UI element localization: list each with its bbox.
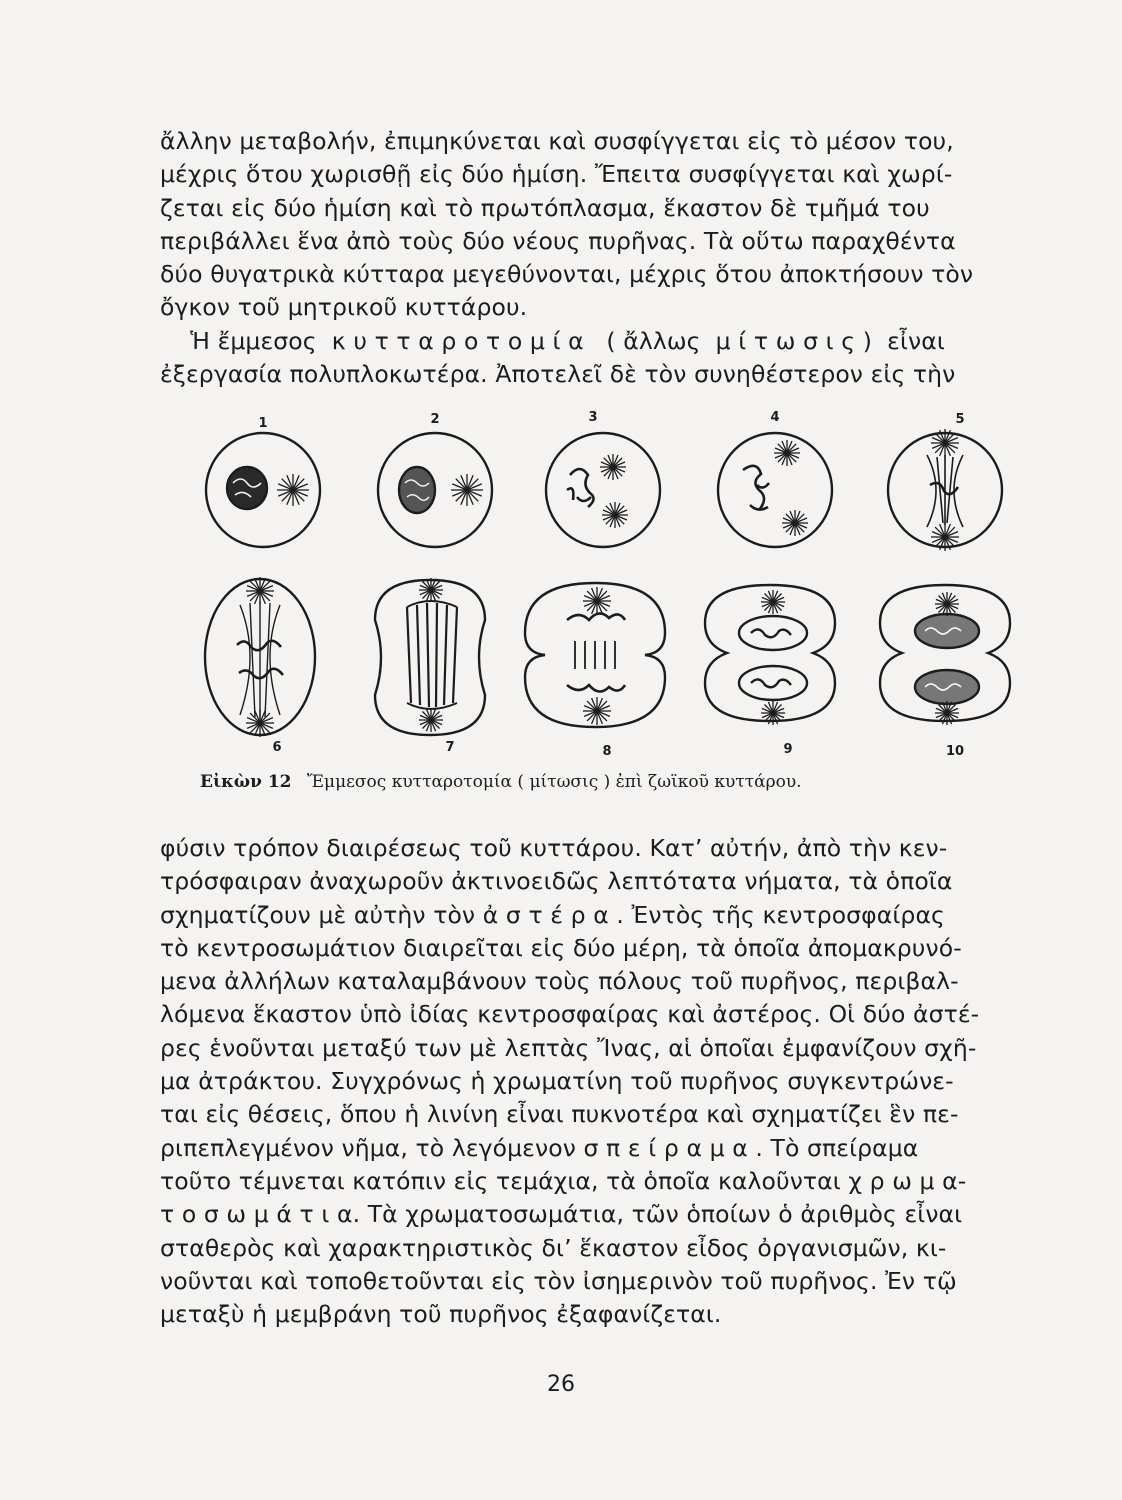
stage-number: 9 — [783, 742, 793, 757]
paragraph-top — [160, 125, 1080, 391]
text-line: τ ο σ ω μ ά τ ι α. Τὰ χρωματοσωμάτια, τῶν ὁποίων ὁ ἀριθμὸς εἶναι — [160, 1200, 963, 1229]
text-line: μενα ἀλλήλων καταλαμβάνουν τοὺς πόλους τοῦ πυρῆνος, περιβαλ- — [160, 967, 959, 996]
aster-icon — [761, 590, 785, 614]
stage-7-cell — [375, 580, 485, 735]
text-line: σχηματίζουν μὲ αὐτὴν τὸν ἀ σ τ έ ρ α . Ἐντὸς τῆς κεντροσφαίρας — [160, 900, 945, 929]
text-line: Ἡ ἔμμεσος κ υ τ τ α ρ ο τ ο μ ί α ( ἄλλως μ ί τ ω σ ι ς ) εἶναι — [160, 326, 945, 355]
aster-icon — [935, 701, 959, 725]
paragraph-bottom — [160, 832, 1080, 1331]
aster-icon — [419, 578, 443, 602]
text-line: ἐξεργασία πολυπλοκωτέρα. Ἀποτελεῖ δὲ τὸν συνηθέστερον εἰς τὴν — [160, 360, 956, 389]
stage-number: 2 — [430, 412, 440, 427]
page-number: 26 — [547, 1372, 575, 1397]
aster-icon — [774, 440, 800, 466]
text-line: ται εἰς θέσεις, ὅπου ἡ λινίνη εἶναι πυκνοτέρα καὶ σχηματίζει ἓν πε- — [160, 1100, 959, 1129]
text-line: περιβάλλει ἕνα ἀπὸ τοὺς δύο νέους πυρῆνας. Τὰ οὕτω παραχθέντα — [160, 226, 956, 255]
aster-icon — [277, 474, 309, 506]
stage-3-cell — [546, 433, 660, 547]
aster-icon — [451, 474, 483, 506]
text-line: μέχρις ὅτου χωρισθῇ εἰς δύο ἡμίση. Ἔπειτα συσφίγγεται καὶ χωρί- — [160, 160, 953, 189]
text-line: ρες ἑνοῦνται μεταξύ των μὲ λεπτὰς Ἴνας, αἱ ὁποῖαι ἐμφανίζουν σχῆ- — [160, 1033, 977, 1062]
text-line: τὸ κεντροσωμάτιον διαιρεῖται εἰς δύο μέρη, τὰ ὁποῖα ἀπομακρυνό- — [160, 933, 962, 962]
stage-number: 10 — [945, 744, 965, 759]
aster-icon — [583, 697, 611, 725]
figure-caption — [200, 772, 1060, 792]
text-line: ζεται εἰς δύο ἡμίση καὶ τὸ πρωτόπλασμα, ἕκαστον δὲ τμῆμά του — [160, 193, 930, 222]
stage-number: 8 — [602, 744, 612, 759]
text-line: μεταξὺ ἡ μεμβράνη τοῦ πυρῆνος ἐξαφανίζεται. — [160, 1300, 722, 1329]
text-line: λόμενα ἕκαστον ὑπὸ ἰδίας κεντροσφαίρας καὶ ἀστέρος. Οἱ δύο ἀστέ- — [160, 1000, 980, 1029]
aster-icon — [602, 502, 628, 528]
mitosis-illustration — [195, 405, 1055, 765]
stage-number: 6 — [272, 740, 282, 755]
text-line: νοῦνται καὶ τοποθετοῦνται εἰς τὸν ἰσημερινὸν τοῦ πυρῆνος. Ἐν τῷ — [160, 1266, 957, 1295]
aster-icon — [931, 429, 959, 457]
stage-4-cell — [718, 433, 832, 547]
aster-icon — [931, 523, 959, 551]
text-line: ριπεπλεγμένον νῆμα, τὸ λεγόμενον σ π ε ί ρ α μ α . Τὸ σπείραμα — [160, 1133, 919, 1162]
stage-number: 1 — [258, 416, 268, 431]
text-line: ὄγκον τοῦ μητρικοῦ κυττάρου. — [160, 293, 528, 322]
aster-icon — [761, 701, 785, 725]
aster-icon — [246, 709, 274, 737]
text-line: τρόσφαιραν ἀναχωροῦν ἀκτινοειδῶς λεπτότατα νήματα, τὰ ὁποῖα — [160, 867, 953, 896]
mitosis-figure — [195, 405, 1055, 765]
stage-number: 5 — [955, 412, 965, 427]
aster-icon — [600, 454, 626, 480]
aster-icon — [246, 577, 274, 605]
stage-number: 7 — [445, 740, 455, 755]
text-line: δύο θυγατρικὰ κύτταρα μεγεθύνονται, μέχρις ὅτου ἀποκτήσουν τὸν — [160, 260, 974, 289]
text-line: ἄλλην μεταβολήν, ἐπιμηκύνεται καὶ συσφίγγεται εἰς τὸ μέσον του, — [160, 127, 954, 155]
aster-icon — [782, 510, 808, 536]
stage-number: 3 — [588, 410, 598, 425]
text-line: φύσιν τρόπον διαιρέσεως τοῦ κυττάρου. Κατ’ αὐτήν, ἀπὸ τὴν κεν- — [160, 834, 948, 862]
figure-caption-label: Εἰκὼν 12 — [200, 772, 292, 792]
stage-number: 4 — [770, 410, 780, 425]
text-line: τοῦτο τέμνεται κατόπιν εἰς τεμάχια, τὰ ὁποῖα καλοῦνται χ ρ ω μ α- — [160, 1166, 967, 1195]
aster-icon — [583, 587, 611, 615]
aster-icon — [935, 592, 959, 616]
text-line: μα ἀτράκτου. Συγχρόνως ἡ χρωματίνη τοῦ πυρῆνος συγκεντρώνε- — [160, 1067, 954, 1096]
text-line: σταθερὸς καὶ χαρακτηριστικὸς δι’ ἕκαστον εἶδος ὀργανισμῶν, κι- — [160, 1233, 947, 1262]
aster-icon — [419, 708, 443, 732]
figure-caption-text: Ἔμμεσος κυτταροτομία ( μίτωσις ) ἐπὶ ζωϊκοῦ κυττάρου. — [306, 772, 802, 792]
